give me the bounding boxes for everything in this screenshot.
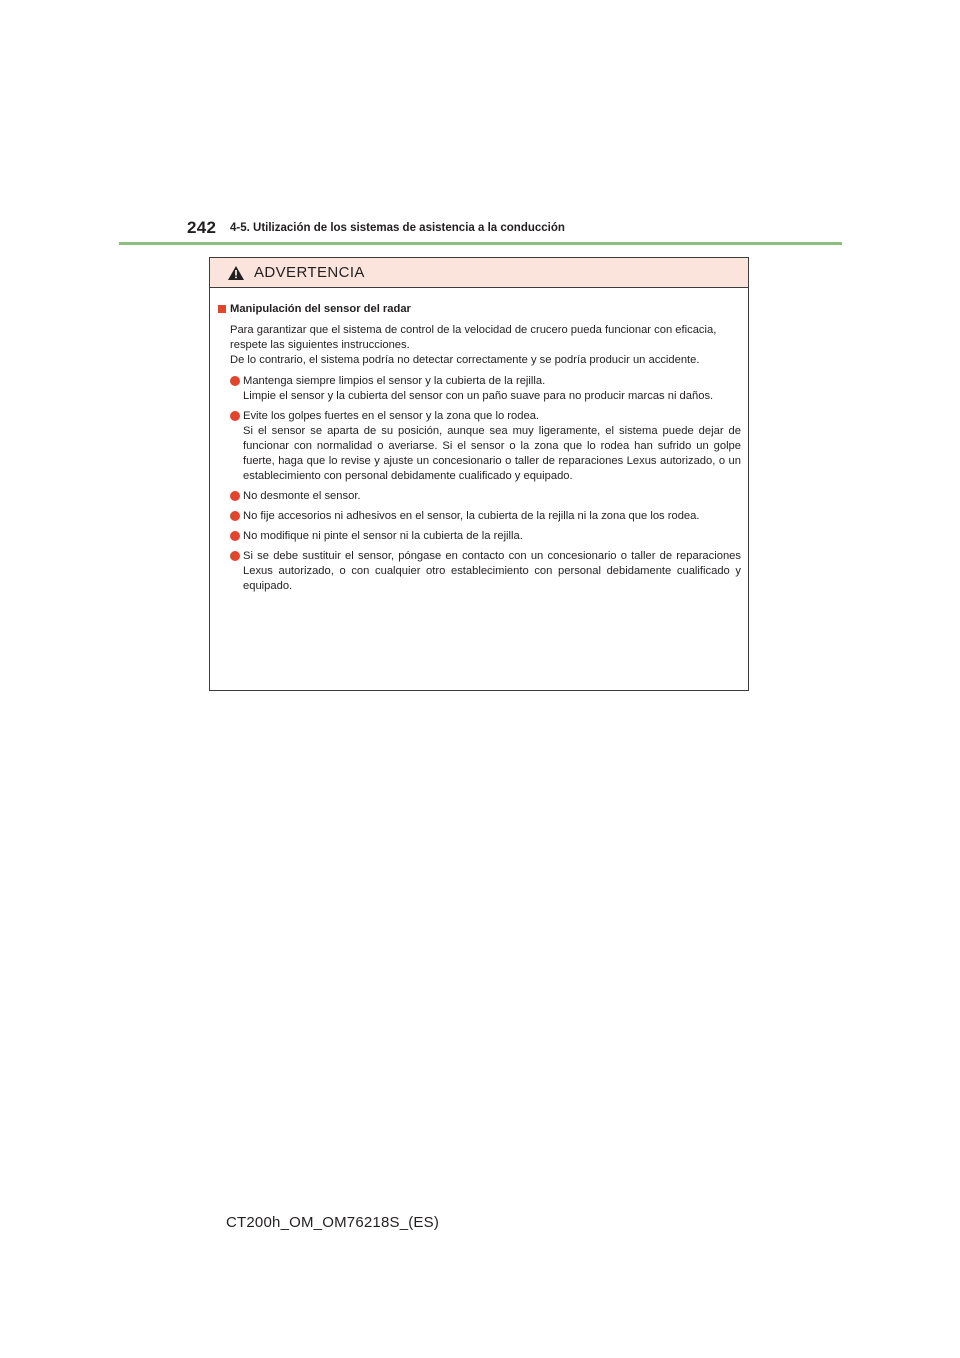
page-header [187, 218, 842, 248]
list-item [218, 509, 741, 524]
header-divider [119, 242, 842, 245]
warning-body [210, 288, 748, 594]
list-item [218, 374, 741, 404]
red-circle-bullet-icon [230, 411, 240, 421]
bullet-detail: Limpie el sensor y la cubierta del sensor con un paño suave para no producir marcas ni daños. [243, 390, 714, 402]
topic-title: Manipulación del sensor del radar [230, 303, 411, 315]
red-circle-bullet-icon [230, 511, 240, 521]
document-code: CT200h_OM_OM76218S_(ES) [226, 1214, 440, 1231]
bullet-detail: Si el sensor se aparta de su posición, aunque sea muy ligeramente, el sistema puede dejar de funcionar con normalidad o averiarse. Si el sensor o la zona que lo rodea han sufrido un golpe fuerte, haga que lo revise y ajuste un concesionario o taller de reparaciones Lexus autorizado, o un establecimiento con personal debidamente cualificado y equipado. [243, 425, 741, 482]
topic-heading [218, 302, 741, 317]
intro-paragraph: De lo contrario, el sistema podría no detectar correctamente y se podría producir un accidente. [230, 354, 700, 366]
list-item [218, 529, 741, 544]
intro-text [230, 323, 741, 368]
bullet-main: No fije accesorios ni adhesivos en el sensor, la cubierta de la rejilla ni la zona que los rodea. [243, 510, 700, 522]
red-square-icon [218, 305, 226, 313]
bullet-main: No modifique ni pinte el sensor ni la cubierta de la rejilla. [243, 530, 523, 542]
red-circle-bullet-icon [230, 491, 240, 501]
warning-box [209, 257, 749, 691]
instruction-list [218, 374, 741, 594]
warning-header [210, 258, 748, 288]
list-item [218, 489, 741, 504]
list-item [218, 549, 741, 594]
bullet-main: Mantenga siempre limpios el sensor y la cubierta de la rejilla. [243, 375, 546, 387]
warning-title: ADVERTENCIA [254, 264, 365, 281]
bullet-main: Si se debe sustituir el sensor, póngase en contacto con un concesionario o taller de reparaciones Lexus autorizado, o con cualquier otro establecimiento con personal debidamente cualificado y equipado. [243, 550, 741, 592]
warning-triangle-icon [227, 265, 245, 281]
list-item [218, 409, 741, 484]
red-circle-bullet-icon [230, 531, 240, 541]
page-number: 242 [187, 218, 217, 237]
intro-paragraph: Para garantizar que el sistema de control de la velocidad de crucero pueda funcionar con eficacia, respete las siguientes instrucciones. [230, 324, 717, 351]
bullet-main: No desmonte el sensor. [243, 490, 361, 502]
section-title: 4-5. Utilización de los sistemas de asistencia a la conducción [230, 222, 565, 234]
red-circle-bullet-icon [230, 376, 240, 386]
red-circle-bullet-icon [230, 551, 240, 561]
bullet-main: Evite los golpes fuertes en el sensor y la zona que lo rodea. [243, 410, 540, 422]
